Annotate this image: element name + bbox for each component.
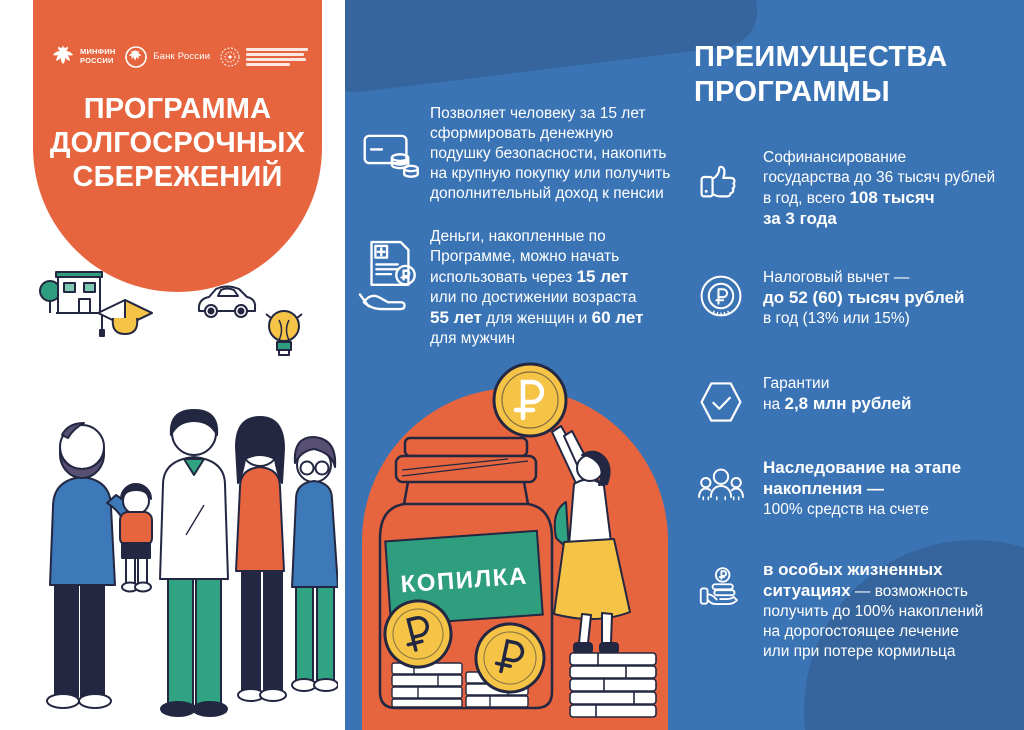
benefit-row-guarantees xyxy=(694,374,1024,430)
benefit-text-inheritance: Наследование на этапе накопления — 100% средств на счете xyxy=(763,458,962,518)
family-group-icon xyxy=(694,458,748,514)
bank-russia-label: Банк России xyxy=(153,50,211,62)
piggy-bank-jar-illustration xyxy=(358,352,673,730)
benefit-row-tax-deduction xyxy=(694,268,1024,329)
jar-label-text: КОПИЛКА xyxy=(399,562,529,599)
lightbulb-icon xyxy=(262,306,306,366)
benefit-text-cofinancing: Софинансирование государства до 36 тысяч рублей в год, всего 108 тысяч за 3 года xyxy=(763,149,996,228)
coin-stack-pedestal xyxy=(570,653,656,717)
minfin-label: МИНФИН РОССИИ xyxy=(80,47,116,65)
big-ruble-coin-icon xyxy=(494,364,566,436)
graduation-cap-icon xyxy=(94,296,156,346)
ruble-coin-icon xyxy=(694,268,748,324)
benefit-row-inheritance xyxy=(694,458,1024,520)
minfin-eagle-icon xyxy=(49,44,75,70)
bank-russia-logo xyxy=(124,45,210,69)
bank-russia-emblem-icon xyxy=(124,45,148,69)
benefit-text-special-situations: в особых жизненных ситуациях — возможность получить до 100% накоплений на дорогостоящее лечение или при потере кормильца xyxy=(763,560,984,660)
hand-ruble-icon xyxy=(694,560,748,622)
woman-figure xyxy=(552,426,630,653)
feature-text-1: Позволяет человеку за 15 лет сформировать денежную подушку безопасности, накопить на крупную покупку или получить дополнительный доход к пенсии xyxy=(430,105,671,202)
family-illustration xyxy=(8,385,338,720)
feature-text-2: Деньги, накопленные по Программе, можно начать использовать через 15 лет или по достижении возраста 55 лет для женщин и 60 лет для мужчин xyxy=(430,228,644,347)
napf-emblem-icon xyxy=(219,46,241,68)
car-icon xyxy=(194,280,260,320)
document-ruble-hand-icon xyxy=(356,238,422,318)
benefit-row-cofinancing xyxy=(694,148,1024,230)
program-badge xyxy=(33,0,322,292)
hexagon-check-icon xyxy=(694,374,748,430)
bank-card-coins-icon xyxy=(362,122,420,186)
napf-microtext xyxy=(246,48,308,66)
benefit-text-tax-deduction: Налоговый вычет — до 52 (60) тысяч рублей в год (13% или 15%) xyxy=(763,269,965,327)
benefit-text-guarantees: Гарантии на 2,8 млн рублей xyxy=(763,375,912,413)
advantages-heading: ПРЕИМУЩЕСТВА ПРОГРАММЫ xyxy=(694,41,948,109)
thumbs-up-icon xyxy=(694,148,748,206)
minfin-logo xyxy=(49,44,115,70)
napf-logo xyxy=(219,46,308,68)
program-title: ПРОГРАММА ДОЛГОСРОЧНЫХ СБЕРЕЖЕНИЙ xyxy=(49,93,306,194)
benefit-row-special-situations xyxy=(694,560,1024,662)
logos-row xyxy=(49,44,308,70)
